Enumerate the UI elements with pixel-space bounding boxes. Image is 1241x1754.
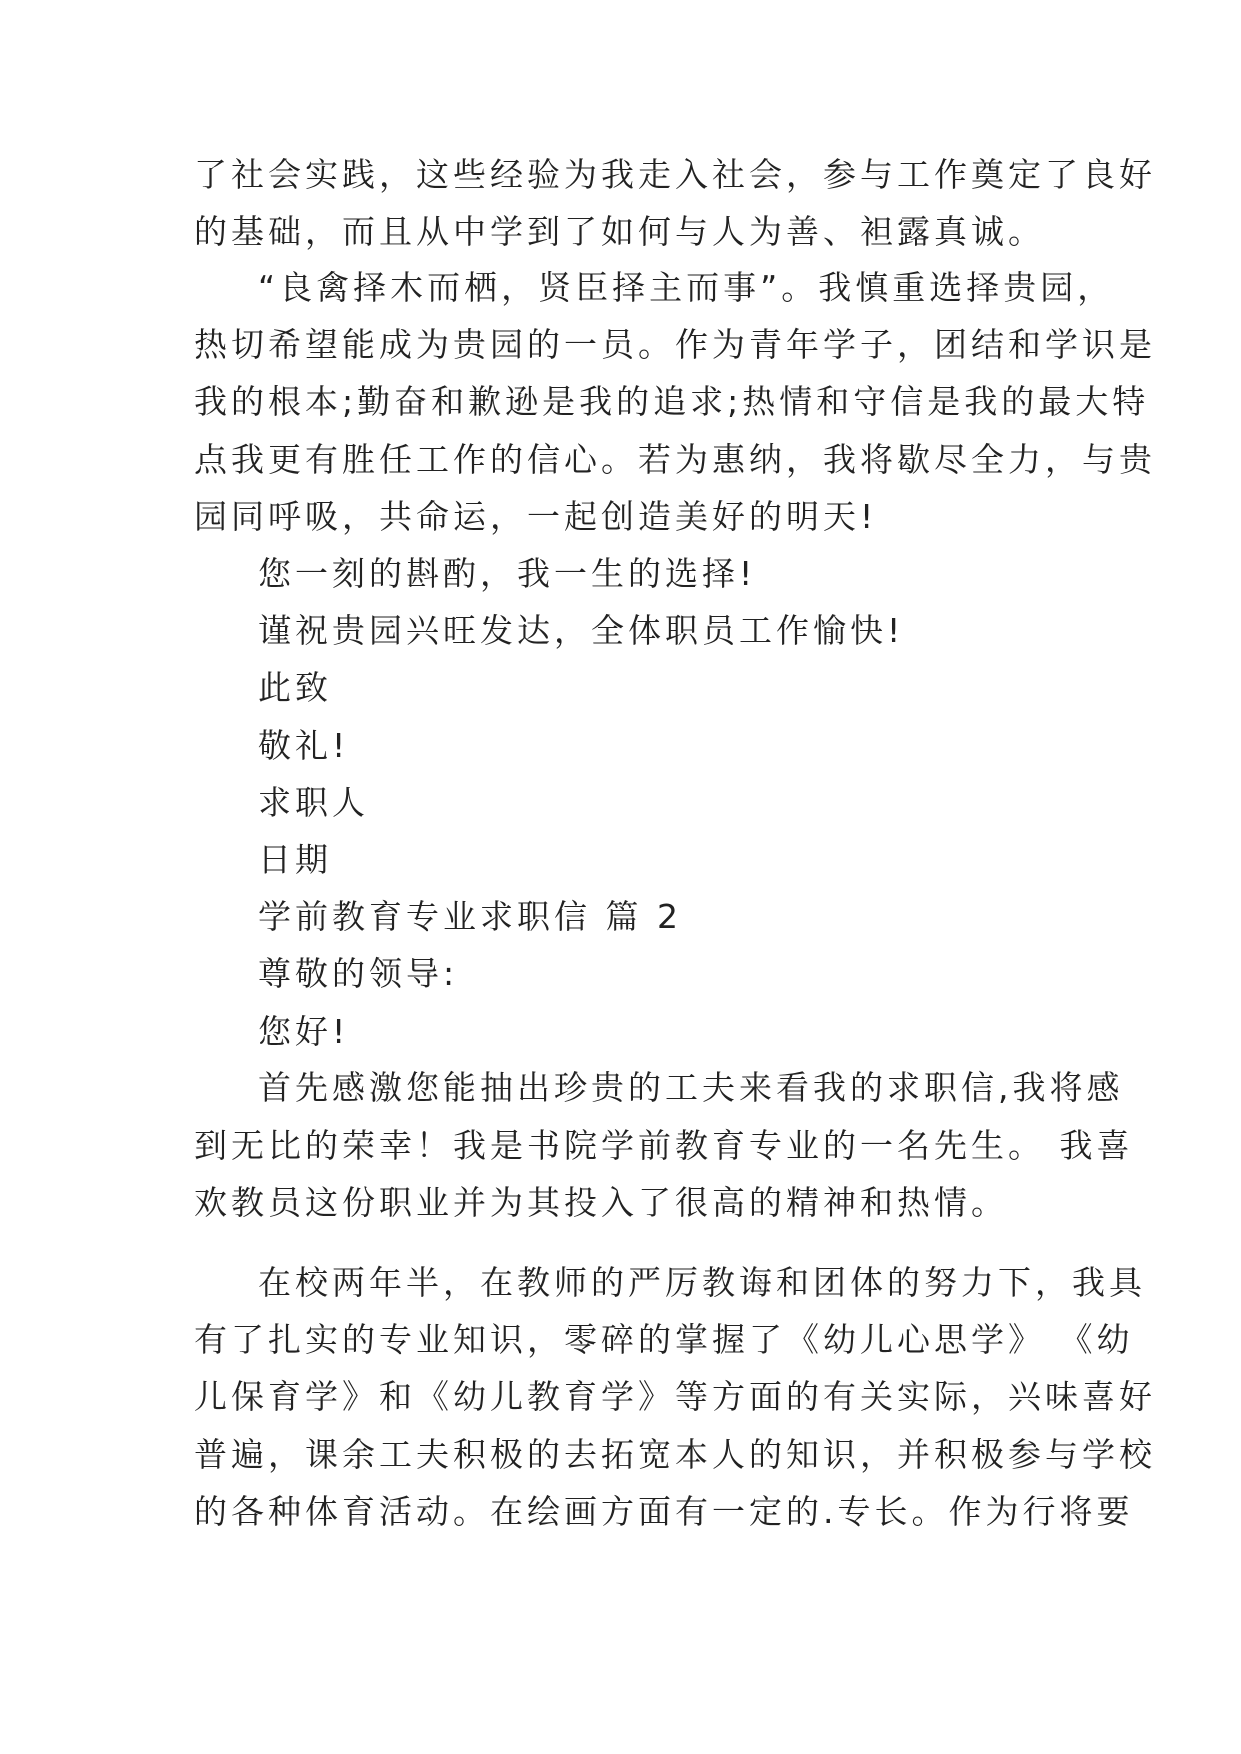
text-line: 首先感激您能抽出珍贵的工夫来看我的求职信,我将感: [258, 1068, 1124, 1107]
text-line: 普遍，课余工夫积极的去拓宽本人的知识，并积极参与学校: [194, 1435, 1156, 1474]
text-line: 的各种体育活动。在绘画方面有一定的.专长。作为行将要: [194, 1492, 1134, 1531]
text-line: 求职人: [258, 783, 369, 822]
text-line: 热切希望能成为贵园的一员。作为青年学子，团结和学识是: [194, 325, 1156, 364]
text-line: 儿保育学》和《幼儿教育学》等方面的有关实际，兴味喜好: [194, 1377, 1156, 1416]
text-line: 有了扎实的专业知识，零碎的掌握了《幼儿心思学》 《幼: [194, 1320, 1134, 1359]
text-line: 谨祝贵园兴旺发达，全体职员工作愉快!: [258, 611, 905, 650]
text-line: 了社会实践，这些经验为我走入社会，参与工作奠定了良好: [194, 155, 1156, 194]
text-line: 尊敬的领导:: [258, 954, 459, 993]
text-line: 在校两年半，在教师的严厉教诲和团体的努力下，我具: [258, 1263, 1146, 1302]
text-line: 欢教员这份职业并为其投入了很高的精神和热情。: [194, 1183, 1008, 1222]
text-line: 到无比的荣幸！我是书院学前教育专业的一名先生。 我喜: [194, 1126, 1134, 1165]
text-line: 此致: [258, 668, 332, 707]
text-line: 您好!: [258, 1012, 350, 1051]
text-line: 您一刻的斟酌，我一生的选择!: [258, 554, 757, 593]
section-heading: 学前教育专业求职信 篇 2: [258, 897, 682, 936]
text-line: 敬礼!: [258, 726, 350, 765]
text-line: 点我更有胜任工作的信心。若为惠纳，我将歇尽全力，与贵: [194, 440, 1156, 479]
text-line: 的基础，而且从中学到了如何与人为善、袒露真诚。: [194, 212, 1045, 251]
text-line: 园同呼吸，共命运，一起创造美好的明天!: [194, 497, 878, 536]
text-line: 日期: [258, 840, 332, 879]
text-line: 我的根本;勤奋和歉逊是我的追求;热情和守信是我的最大特: [194, 382, 1150, 421]
text-line: “良禽择木而栖，贤臣择主而事”。我慎重选择贵园，: [258, 268, 1115, 307]
